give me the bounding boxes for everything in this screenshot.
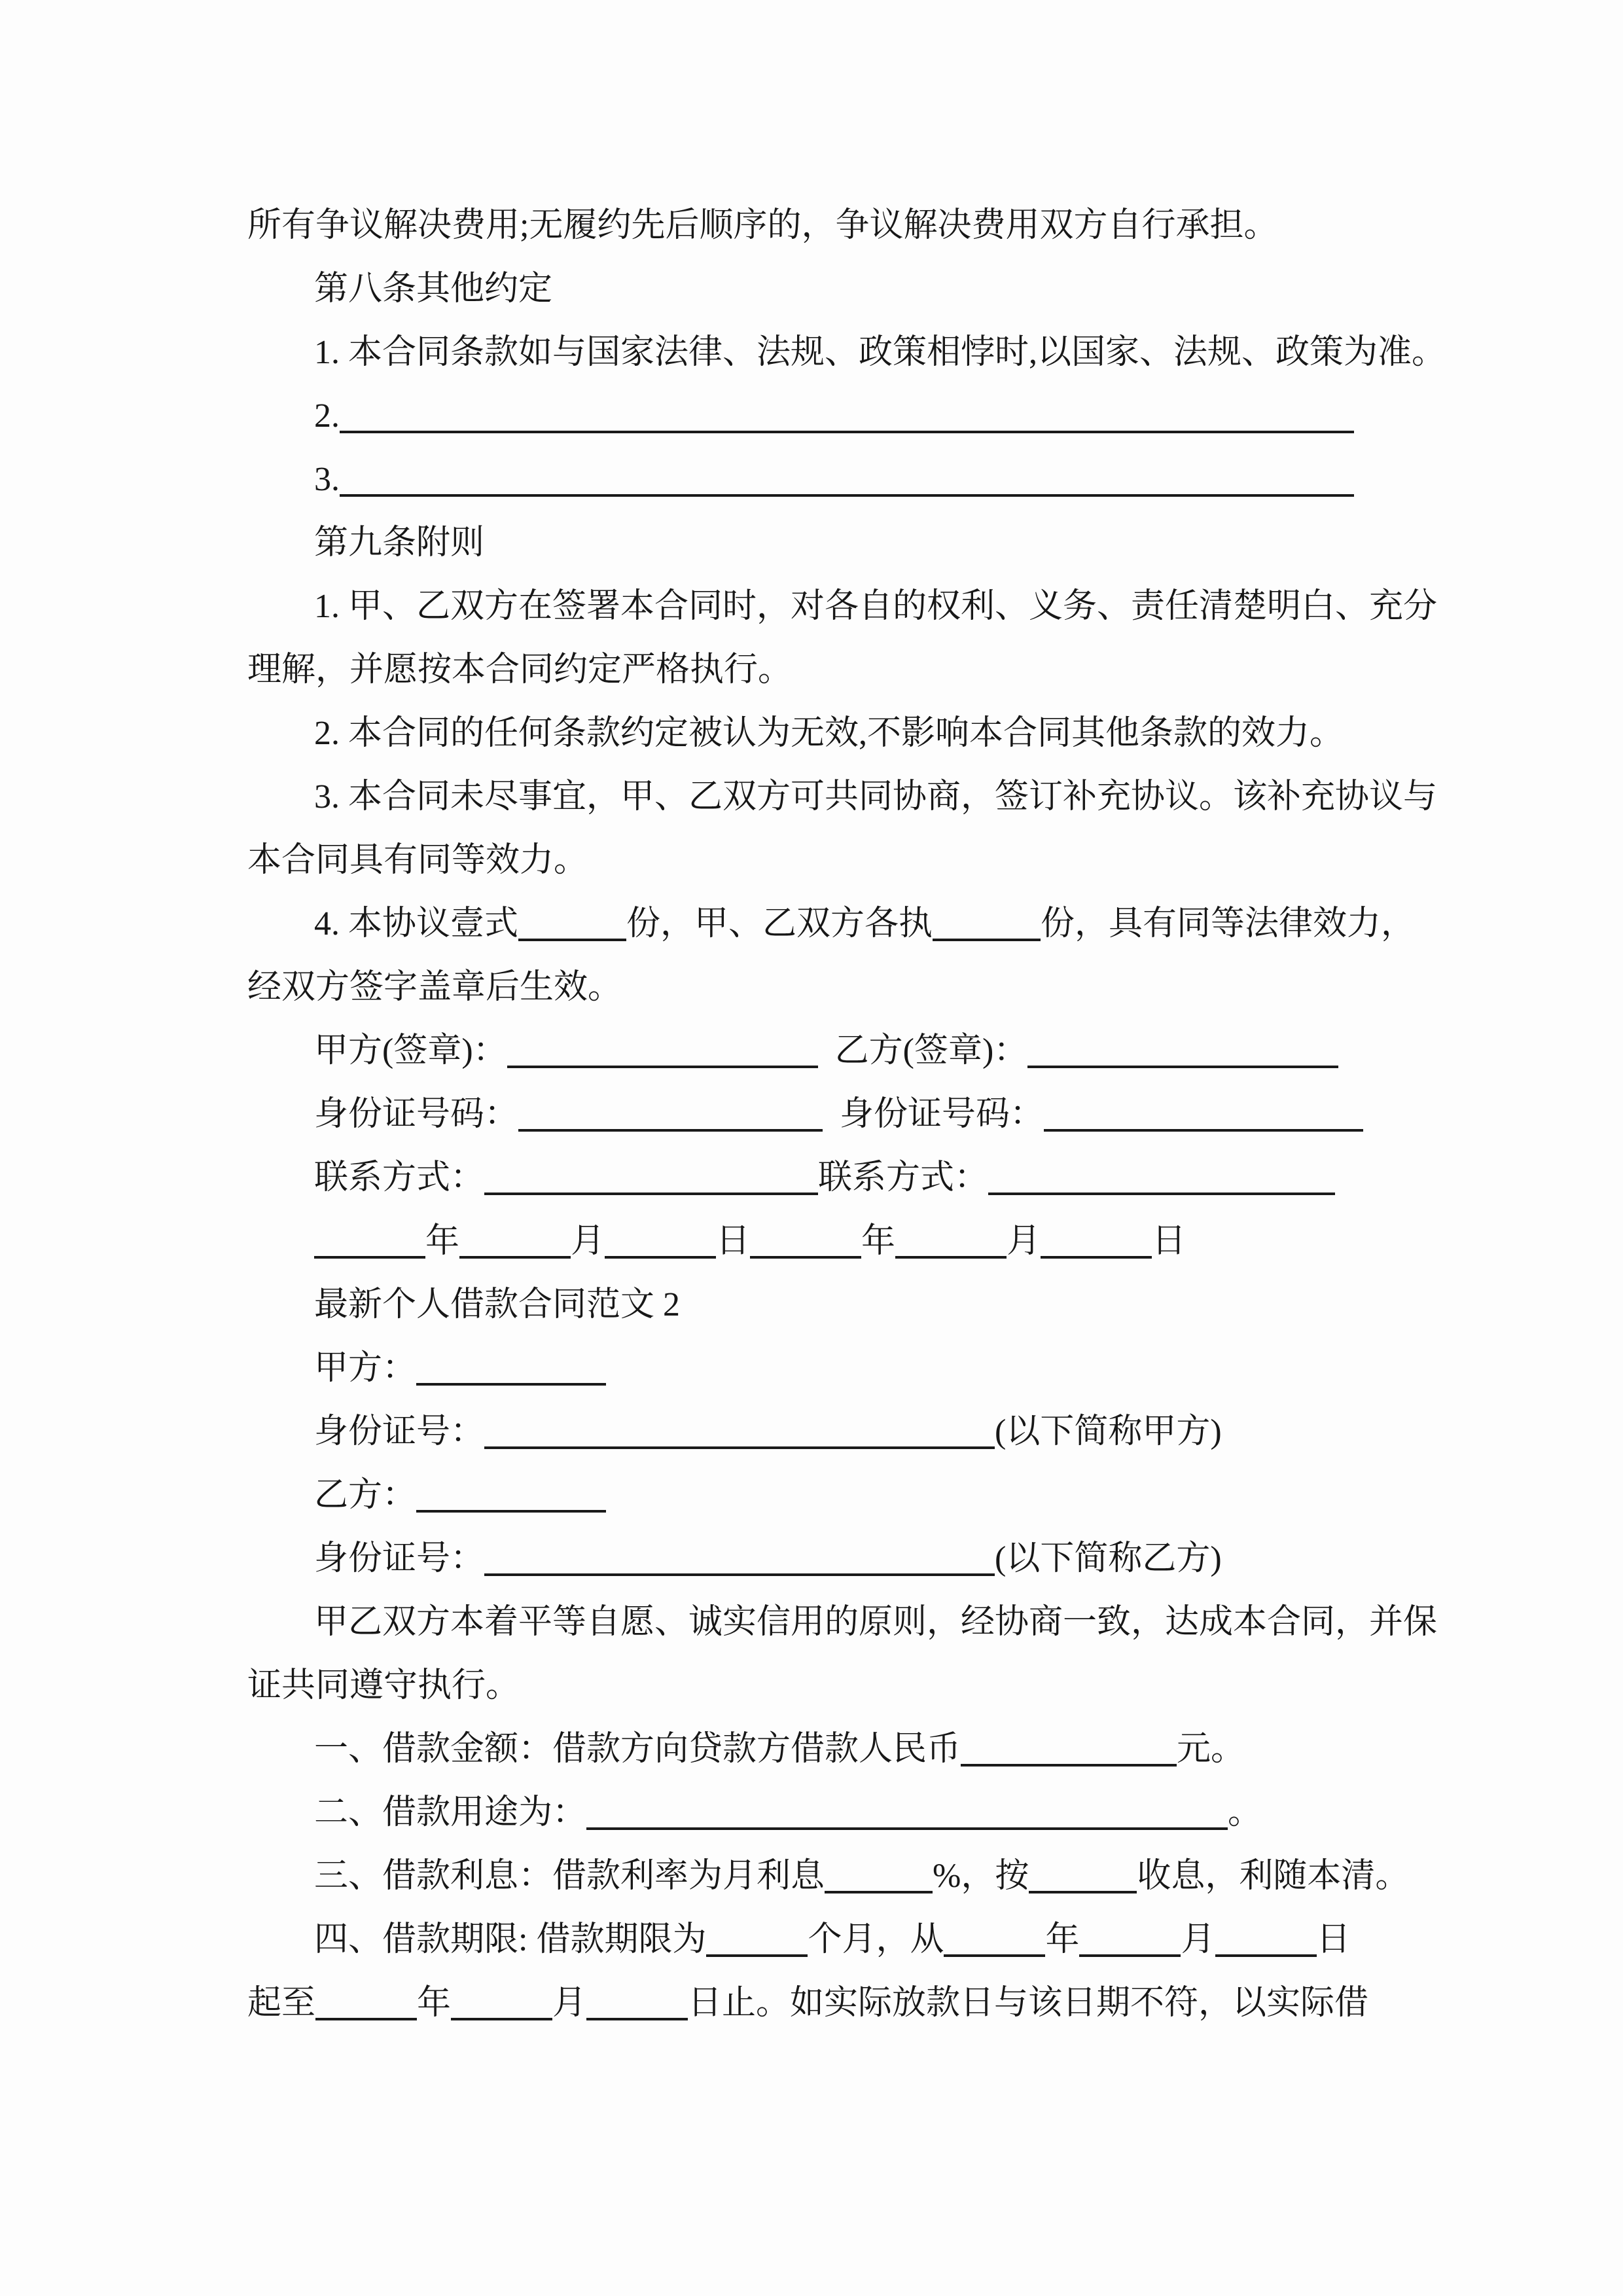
text-run: 经双方签字盖章后生效。: [247, 969, 622, 1006]
text-run: 年: [1045, 1921, 1080, 1958]
blank-field: [961, 1759, 1177, 1767]
doc-line: [247, 511, 1459, 575]
blank-field: [314, 1251, 425, 1259]
document-body: [247, 194, 1459, 2035]
doc-line: [247, 575, 1459, 638]
doc-line: [247, 384, 1459, 448]
text-run: 日: [1152, 1223, 1186, 1260]
doc-line: [247, 1717, 1459, 1781]
blank-field: [340, 425, 1354, 433]
text-run: 年: [861, 1223, 896, 1260]
blank-field: [750, 1251, 861, 1259]
text-run: 一、借款金额：借款方向贷款方借款人民币: [314, 1731, 961, 1768]
blank-field: [1044, 1124, 1363, 1132]
text-run: 份，具有同等法律效力，: [1041, 905, 1416, 942]
blank-field: [315, 2013, 417, 2020]
text-run: 四、借款期限: 借款期限为: [314, 1921, 707, 1958]
text-run: 联系方式：: [818, 1159, 989, 1196]
text-run: (以下简称甲方): [995, 1413, 1222, 1450]
text-run: 起至: [247, 1984, 316, 2022]
text-run: 理解，并愿按本合同约定严格执行。: [247, 651, 793, 689]
text-run: 所有争议解决费用;无履约先后顺序的，争议解决费用双方自行承担。: [247, 207, 1278, 244]
text-run: 3. 本合同未尽事宜，甲、乙双方可共同协商，签订补充协议。该补充协议与: [314, 778, 1438, 816]
blank-field: [1027, 1060, 1338, 1068]
text-run: 月: [571, 1223, 605, 1260]
text-run: 二、借款用途为：: [314, 1794, 587, 1831]
blank-field: [484, 1441, 995, 1449]
text-run: (以下简称乙方): [995, 1540, 1222, 1577]
blank-field: [416, 1505, 606, 1513]
text-run: 收息，利随本清。: [1137, 1857, 1410, 1895]
doc-line: [247, 448, 1459, 511]
blank-field: [586, 2013, 688, 2020]
doc-line: [247, 1083, 1459, 1146]
blank-field: [1029, 1886, 1137, 1893]
text-run: 1. 甲、乙双方在签署本合同时，对各自的权利、义务、责任清楚明白、充分: [314, 588, 1438, 625]
doc-line: [247, 638, 1459, 702]
text-run: 乙方(签章)：: [817, 1032, 1028, 1069]
doc-line: [247, 829, 1459, 892]
blank-field: [484, 1187, 818, 1195]
text-run: 2.: [314, 397, 340, 435]
blank-field: [933, 933, 1041, 941]
doc-line: [247, 765, 1459, 829]
doc-line: [247, 1146, 1459, 1210]
doc-line: [247, 1400, 1459, 1463]
text-run: 三、借款利息：借款利率为月利息: [314, 1857, 825, 1895]
text-run: 年: [417, 1984, 452, 2022]
doc-line: [247, 321, 1459, 384]
text-run: 证共同遵守执行。: [247, 1667, 520, 1704]
text-run: 最新个人借款合同范文 2: [314, 1286, 681, 1323]
blank-field: [340, 489, 1354, 497]
text-run: 甲乙双方本着平等自愿、诚实信用的原则，经协商一致，达成本合同，并保: [314, 1604, 1438, 1641]
text-run: 3.: [314, 461, 340, 498]
blank-field: [605, 1251, 716, 1259]
text-run: 。: [1228, 1794, 1262, 1831]
text-run: 2. 本合同的任何条款约定被认为无效,不影响本合同其他条款的效力。: [314, 715, 1344, 752]
blank-field: [586, 1822, 1228, 1830]
blank-field: [825, 1886, 933, 1893]
text-run: 年: [425, 1223, 460, 1260]
text-run: 月: [1007, 1223, 1041, 1260]
text-run: 月: [1181, 1921, 1215, 1958]
text-run: 身份证号码：: [314, 1096, 519, 1133]
text-run: 个月，从: [808, 1921, 944, 1958]
blank-field: [706, 1949, 808, 1957]
blank-field: [988, 1187, 1335, 1195]
text-run: 乙方：: [314, 1477, 417, 1514]
text-run: 月: [552, 1984, 587, 2022]
blank-field: [895, 1251, 1007, 1259]
doc-line: [247, 956, 1459, 1019]
blank-field: [518, 933, 626, 941]
text-run: 甲方(签章)：: [314, 1032, 507, 1069]
text-run: 4. 本协议壹式: [314, 905, 519, 942]
doc-line: [247, 257, 1459, 321]
doc-line: [247, 1336, 1459, 1400]
doc-line: [247, 1971, 1459, 2035]
doc-line: [247, 702, 1459, 765]
blank-field: [484, 1568, 995, 1576]
doc-line: [247, 1463, 1459, 1527]
text-run: 联系方式：: [314, 1159, 485, 1196]
blank-field: [459, 1251, 571, 1259]
text-run: 身份证号码：: [823, 1096, 1044, 1133]
text-run: 身份证号：: [314, 1540, 485, 1577]
blank-field: [944, 1949, 1045, 1957]
doc-line: [247, 1590, 1459, 1654]
doc-line: [247, 1019, 1459, 1083]
text-run: 份，甲、乙双方各执: [626, 905, 933, 942]
text-run: 身份证号：: [314, 1413, 485, 1450]
blank-field: [416, 1378, 606, 1386]
blank-field: [507, 1060, 818, 1068]
doc-line: [247, 1908, 1459, 1971]
text-run: 甲方：: [314, 1350, 417, 1387]
text-run: 日止。如实际放款日与该日期不符，以实际借: [688, 1984, 1369, 2022]
doc-line: [247, 1654, 1459, 1717]
doc-line: [247, 194, 1459, 257]
doc-line: [247, 1210, 1459, 1273]
text-run: 第八条其他约定: [314, 270, 553, 308]
blank-field: [518, 1124, 823, 1132]
text-run: 第九条附则: [314, 524, 485, 562]
text-run: 本合同具有同等效力。: [247, 842, 588, 879]
doc-line: [247, 1527, 1459, 1590]
doc-line: [247, 1273, 1459, 1336]
blank-field: [1079, 1949, 1181, 1957]
doc-line: [247, 1844, 1459, 1908]
blank-field: [1215, 1949, 1317, 1957]
doc-line: [247, 1781, 1459, 1844]
blank-field: [1041, 1251, 1152, 1259]
text-run: 日: [716, 1223, 751, 1260]
blank-field: [451, 2013, 552, 2020]
text-run: 日: [1316, 1921, 1351, 1958]
doc-line: [247, 892, 1459, 956]
text-run: %，按: [933, 1857, 1029, 1895]
text-run: 1. 本合同条款如与国家法律、法规、政策相悖时,以国家、法规、政策为准。: [314, 334, 1446, 371]
text-run: 元。: [1177, 1731, 1245, 1768]
